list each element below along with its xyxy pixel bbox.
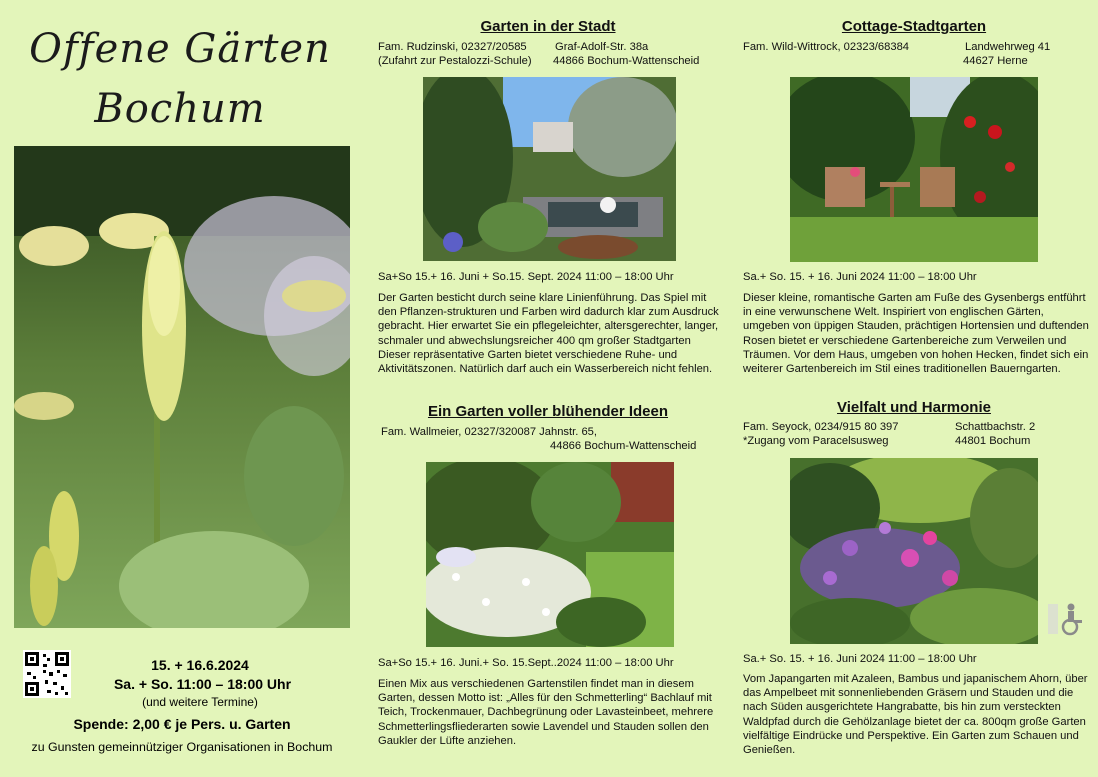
garden-3-dates: Sa+So 15.+ 16. Juni.+ So. 15.Sept..2024 11:00 – 18:00 Uhr: [378, 657, 674, 669]
kniphofia-garden-photo: [14, 146, 350, 628]
garden-3-heading: Ein Garten voller blühender Ideen: [427, 403, 669, 420]
garden-4-contact-city: 44801 Bochum: [955, 435, 1031, 447]
garden-3-contact-city: 44866 Bochum-Wattenscheid: [550, 440, 697, 452]
event-date: 15. + 16.6.2024: [151, 657, 249, 673]
garden-3-description: Einen Mix aus verschiedenen Gartenstilen findet man in diesem Garten, dessen Motto ist: „Alles für den Schmetterling“ Bachlauf mit Teich, Trockenmauer, Dachbegrünung oder Lavasteinbeet, mehrere Schmetterlingsfliederarten sowie Lavendel und Stauden sollen den Gaukler der Lüfte anziehen.: [378, 678, 714, 747]
garden-4-description: Vom Japangarten mit Azaleen, Bambus und japanischem Ahorn, über das Ampelbeet mit sonnenliebenden Gräsern und Stauden und die nach Süden ausgerichtete Hangrabatte, bis hin zum versteckten Waldpfad durch die Gehölzanlage bietet der ca. 800qm große Garten vielfältige Eindrücke und Perspektive. Ein Garten zum Schauen und Genießen.: [743, 673, 1088, 757]
garden-4-contact-name: Fam. Seyock, 0234/915 80 397: [743, 421, 899, 433]
garden-1-contact-city: 44866 Bochum-Wattenscheid: [553, 55, 700, 67]
garden-2-contact-name: Fam. Wild-Wittrock, 02323/68384: [743, 41, 910, 53]
garden-2-contact-street: Landwehrweg 41: [965, 41, 1051, 53]
garden-4-dates: Sa.+ So. 15. + 16. Juni 2024 11:00 – 18:00 Uhr: [743, 653, 977, 665]
qr-code-icon: [23, 650, 71, 698]
garden-1-contact-note: (Zufahrt zur Pestalozzi-Schule): [378, 55, 532, 67]
garden-1-dates: Sa+So 15.+ 16. Juni + So.15. Sept. 2024 11:00 – 18:00 Uhr: [378, 271, 674, 283]
garden-4-heading: Vielfalt und Harmonie: [837, 399, 991, 416]
garden-3-photo: [426, 462, 674, 647]
charity-text: zu Gunsten gemeinnütziger Organisationen in Bochum: [31, 740, 333, 754]
garden-2-description: Dieser kleine, romantische Garten am Fuße des Gysenbergs entführt in eine verwunschene Welt. Inspiriert von englischen Gärten, umgeben von üppigen Stauden, prächtigen Hortensien und duftenden Rosen bietet er verschiedene Gartenbereiche zum Verweilen und Träumen. Vor dem Haus, umgeben von hohen Hecken, findet sich ein weiterer Gartenbereich im Stil eines traditionellen Bauerngarten.: [743, 292, 1089, 376]
event-note: (und weitere Termine): [142, 695, 258, 709]
garden-2-contact-city: 44627 Herne: [963, 55, 1028, 67]
garden-3-contact-name: Fam. Wallmeier, 02327/320087 Jahnstr. 65,: [381, 426, 597, 438]
garden-1-photo: [423, 77, 676, 261]
title-line-2: Bochum: [94, 86, 266, 132]
garden-1-description: Der Garten besticht durch seine klare Linienführung. Das Spiel mit den Pflanzen-strukturen und Farben wird dadurch klar zum Ausdruck gebracht. Hier erwartet Sie ein pflegeleichter, altersgerechter, langer, schmaler und abwechslungsreicher 400 qm großer Stadtgarten Dieser repräsentative Garten bietet verschiedene Ruhe- und Aktivitätszonen. Natürlich darf auch ein Wasserbereich nicht fehlen.: [378, 292, 719, 376]
garden-4-contact-street: Schattbachstr. 2: [955, 421, 1036, 433]
garden-2-dates: Sa.+ So. 15. + 16. Juni 2024 11:00 – 18:00 Uhr: [743, 271, 977, 283]
garden-4-contact-note: *Zugang vom Paracelsusweg: [743, 435, 889, 447]
garden-1-contact-name: Fam. Rudzinski, 02327/20585: [378, 41, 527, 53]
garden-2-photo: [790, 77, 1038, 262]
title-line-1: Offene Gärten: [29, 26, 331, 72]
garden-4-photo: [790, 458, 1038, 644]
garden-1-heading: Garten in der Stadt: [480, 18, 616, 35]
garden-1-contact-street: Graf-Adolf-Str. 38a: [555, 41, 649, 53]
event-time: Sa. + So. 11:00 – 18:00 Uhr: [113, 676, 292, 692]
donation-text: Spende: 2,00 € je Pers. u. Garten: [73, 716, 291, 732]
wheelchair-icon: [1046, 600, 1084, 638]
garden-2-heading: Cottage-Stadtgarten: [841, 18, 987, 35]
